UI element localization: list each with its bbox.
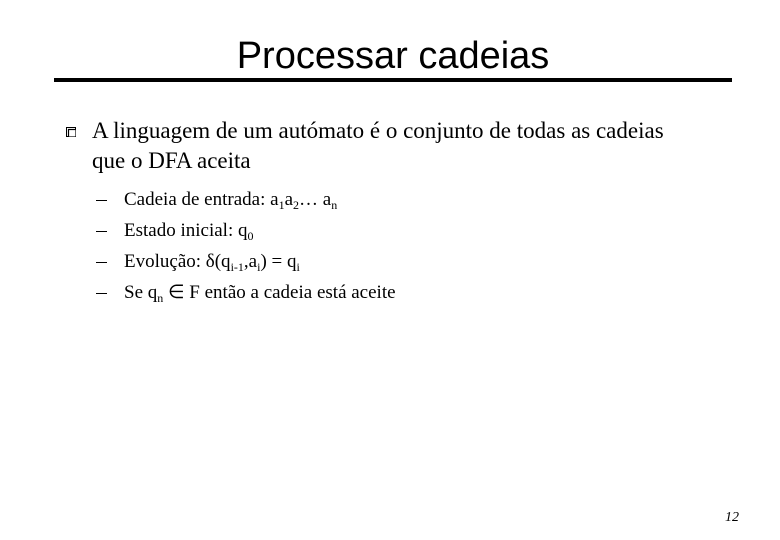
dash-bullet-icon — [96, 262, 107, 263]
sub-item-text: Cadeia de entrada: $a_1a_2\dots$ $a_n$ — [124, 189, 338, 212]
sub-item-text: Se $q_n$ ∈ F então a cadeia está aceite — [124, 282, 396, 305]
dash-bullet-icon — [96, 231, 107, 232]
sub-item-text: Estado inicial: $q_0$ — [124, 220, 254, 243]
sub-item-text: Evolução: $\delta(q_{i-1},a_i) = q_i$ — [124, 251, 300, 274]
main-bullet-text: A linguagem de um autómato é o conjunto de todas as cadeias que o DFA aceita — [92, 118, 664, 173]
dash-bullet-icon — [96, 293, 107, 294]
square-bullet-icon — [66, 127, 76, 137]
title-underline — [54, 78, 732, 82]
page-number: 12 — [725, 510, 739, 525]
dash-bullet-icon — [96, 200, 107, 201]
slide-title: Processar cadeias — [236, 35, 550, 77]
